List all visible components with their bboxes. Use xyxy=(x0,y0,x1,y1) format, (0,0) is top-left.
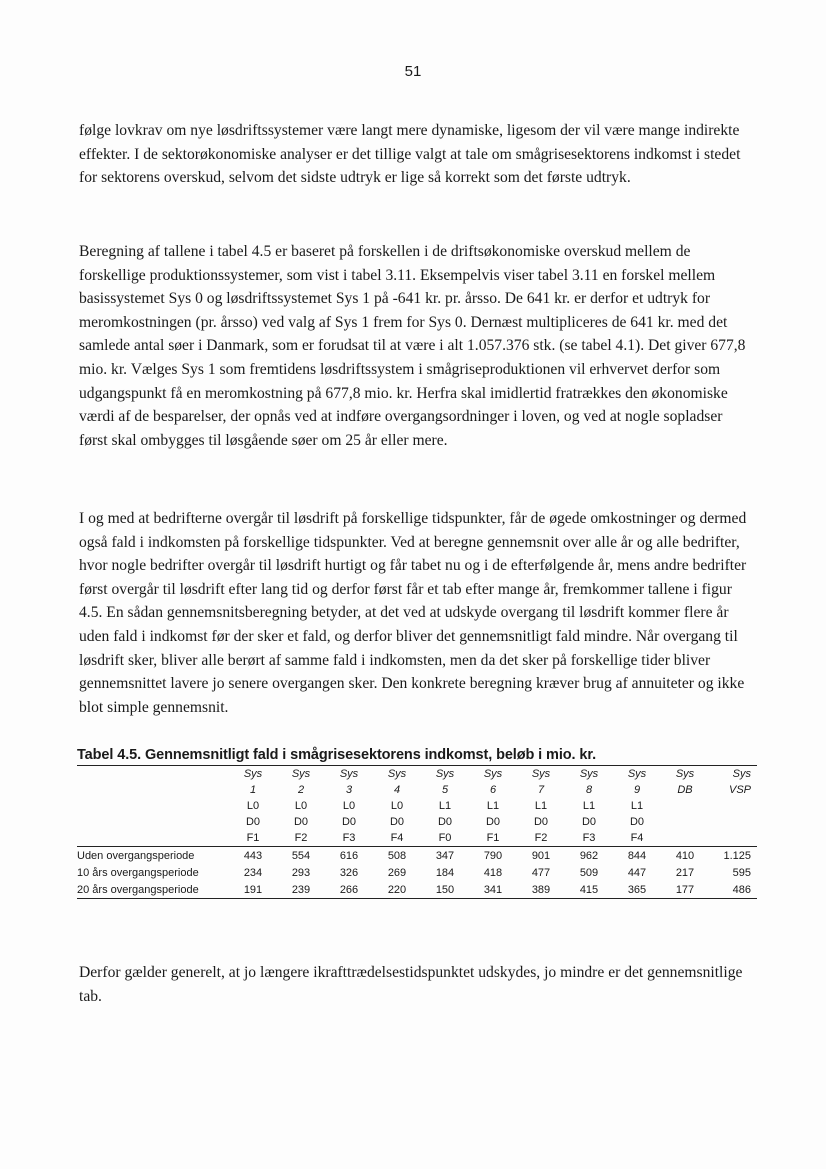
header-cell xyxy=(661,814,709,830)
header-cell: D0 xyxy=(389,816,405,828)
header-cell: D0 xyxy=(437,816,453,828)
table-cell: 844 xyxy=(613,847,661,865)
header-cell: 7 xyxy=(537,784,545,796)
table-cell: 341 xyxy=(469,881,517,899)
header-cell: DB xyxy=(677,784,693,796)
table-cell: 1.125 xyxy=(709,847,757,865)
header-cell: 5 xyxy=(441,784,449,796)
header-cell xyxy=(709,798,757,814)
header-row-num xyxy=(77,782,757,798)
row-label: Uden overgangsperiode xyxy=(77,847,229,865)
header-cell: D0 xyxy=(581,816,597,828)
header-cell: Sys xyxy=(531,768,551,780)
header-cell xyxy=(661,830,709,847)
table-cell: 389 xyxy=(517,881,565,899)
header-cell: F1 xyxy=(486,832,500,844)
row-label: 20 års overgangsperiode xyxy=(77,881,229,899)
paragraph-intro: følge lovkrav om nye løsdriftssystemer være langt mere dynamiske, ligesom der vil være mange indirekte effekter. I de sektorøkonomiske analyser er det tillige valgt at tale om smågrisesektorens indkomst i stedet for sektorens overskud, selvom det sidste udtryk er lige så korrekt som det første udtryk. xyxy=(79,122,741,187)
header-cell: Sys xyxy=(627,768,647,780)
table-cell: 239 xyxy=(277,881,325,899)
header-cell: L1 xyxy=(534,800,548,812)
table-cell: 410 xyxy=(661,847,709,865)
table-cell: 220 xyxy=(373,881,421,899)
header-cell: D0 xyxy=(245,816,261,828)
table-cell: 266 xyxy=(325,881,373,899)
header-cell: 8 xyxy=(585,784,593,796)
table-cell: 191 xyxy=(229,881,277,899)
table-cell: 150 xyxy=(421,881,469,899)
header-cell: F3 xyxy=(342,832,356,844)
table-cell: 486 xyxy=(709,881,757,899)
paragraph-conclusion: Derfor gælder generelt, at jo længere ikrafttrædelsestidspunktet udskydes, jo mindre er det gennemsnitlige tab. xyxy=(79,964,743,1005)
header-cell: 1 xyxy=(249,784,257,796)
table-cell: 293 xyxy=(291,866,311,879)
header-cell: F4 xyxy=(390,832,404,844)
table-grid xyxy=(77,766,757,899)
table-cell: 365 xyxy=(613,881,661,899)
paragraph-average: I og med at bedrifterne overgår til løsdrift på forskellige tidspunkter, får de øgede omkostninger og dermed også fald i indkomsten på forskellige tidspunkter. Ved at beregne gennemsnit over alle år og alle bedrifter, hvor nogle bedrifter overgår til løsdrift hurtigt og får tabet nu og i de efterfølgende år, mens andre bedrifter først overgår til løsdrift efter lang tid og derfor først får et tab efter mange år, fremkommer tallene i figur 4.5. En sådan gennemsnitsberegning betyder, at det ved at udskyde overgang til løsdrift kommer flere år uden fald i indkomst før der sker et fald, og derfor bliver det gennemsnitligt fald mindre. Når overgang til løsdrift sker, bliver alle berørt af samme fald i indkomsten, men da det sker på forskellige tider bliver gennemsnittet lavere jo senere overgangen sker. Den konkrete beregning kræver brug af annuiteter og ikke blot simple gennemsnit. xyxy=(79,510,747,716)
income-table xyxy=(77,746,757,899)
header-cell: F0 xyxy=(438,832,452,844)
header-row-sys xyxy=(77,766,757,782)
table-row xyxy=(77,864,757,881)
table-row xyxy=(77,881,757,899)
header-cell: L0 xyxy=(390,800,404,812)
header-cell: F2 xyxy=(294,832,308,844)
header-cell: F1 xyxy=(246,832,260,844)
header-cell: Sys xyxy=(339,768,359,780)
header-cell: L1 xyxy=(582,800,596,812)
header-cell: Sys xyxy=(483,768,503,780)
table-cell: 326 xyxy=(339,866,359,879)
header-cell xyxy=(661,798,709,814)
header-cell xyxy=(709,830,757,847)
table-cell: 595 xyxy=(732,866,751,879)
header-cell: D0 xyxy=(629,816,645,828)
header-cell: L1 xyxy=(630,800,644,812)
table-cell: 962 xyxy=(565,847,613,865)
header-cell: L1 xyxy=(438,800,452,812)
header-cell xyxy=(709,814,757,830)
header-cell: 9 xyxy=(633,784,641,796)
table-cell: 347 xyxy=(421,847,469,865)
header-cell: Sys xyxy=(675,768,695,780)
table-caption: Tabel 4.5. Gennemsnitligt fald i smågrisesektorens indkomst, beløb i mio. kr. xyxy=(77,746,757,766)
header-cell: Sys xyxy=(435,768,455,780)
table-cell: 415 xyxy=(565,881,613,899)
table-cell: 177 xyxy=(661,881,709,899)
header-cell: D0 xyxy=(485,816,501,828)
header-row-l xyxy=(77,798,757,814)
table-cell: 234 xyxy=(243,866,263,879)
table-cell: 217 xyxy=(675,866,695,879)
table-row xyxy=(77,847,757,865)
header-cell: F3 xyxy=(582,832,596,844)
header-cell: Sys xyxy=(579,768,599,780)
table-cell: 901 xyxy=(517,847,565,865)
table-cell: 554 xyxy=(277,847,325,865)
header-cell: F2 xyxy=(534,832,548,844)
table-cell: 184 xyxy=(435,866,455,879)
header-cell: 2 xyxy=(297,784,305,796)
header-cell: 3 xyxy=(345,784,353,796)
table-cell: 508 xyxy=(373,847,421,865)
page-number: 51 xyxy=(404,63,422,80)
header-cell: Sys xyxy=(387,768,407,780)
header-cell: F4 xyxy=(630,832,644,844)
table-cell: 269 xyxy=(387,866,407,879)
header-cell: D0 xyxy=(341,816,357,828)
header-cell: L1 xyxy=(486,800,500,812)
table-cell: 616 xyxy=(325,847,373,865)
row-label: 10 års overgangsperiode xyxy=(77,866,199,879)
header-row-d xyxy=(77,814,757,830)
table-cell: 443 xyxy=(229,847,277,865)
header-cell: VSP xyxy=(728,784,751,796)
table-cell: 509 xyxy=(579,866,599,879)
header-cell: Sys xyxy=(732,768,751,780)
header-cell: L0 xyxy=(294,800,308,812)
table-cell: 790 xyxy=(469,847,517,865)
table-cell: 477 xyxy=(531,866,551,879)
header-cell: L0 xyxy=(342,800,356,812)
header-cell: Sys xyxy=(243,768,263,780)
table-cell: 447 xyxy=(627,866,647,879)
header-cell: D0 xyxy=(293,816,309,828)
header-cell: D0 xyxy=(533,816,549,828)
header-cell: 4 xyxy=(393,784,401,796)
paragraph-calculation: Beregning af tallene i tabel 4.5 er baseret på forskellen i de driftsøkonomiske overskud mellem de forskellige produktionssystemer, som vist i tabel 3.11. Eksempelvis viser tabel 3.11 en forskel mellem basissystemet Sys 0 og løsdriftssystemet Sys 1 på -641 kr. pr. årsso. De 641 kr. er derfor et udtryk for meromkostningen (pr. årsso) ved valg af Sys 1 frem for Sys 0. Dernæst multipliceres de 641 kr. med det samlede antal søer i Danmark, som er forudsat til at være i alt 1.057.376 stk. (se tabel 4.1). Det giver 677,8 mio. kr. Vælges Sys 1 som fremtidens løsdriftssystem i smågriseproduktionen vil erhvervet derfor som udgangspunkt få en meromkostning på 677,8 mio. kr. Herfra skal imidlertid fratrækkes den økonomiske værdi af de besparelser, der opnås ved at indføre overgangsordninger i loven, og ved at nogle sopladser først skal ombygges til løsgående søer om 25 år eller mere. xyxy=(79,243,746,449)
header-cell: L0 xyxy=(246,800,260,812)
table-cell: 418 xyxy=(483,866,503,879)
header-cell: 6 xyxy=(489,784,497,796)
header-row-f xyxy=(77,830,757,847)
header-cell: Sys xyxy=(291,768,311,780)
